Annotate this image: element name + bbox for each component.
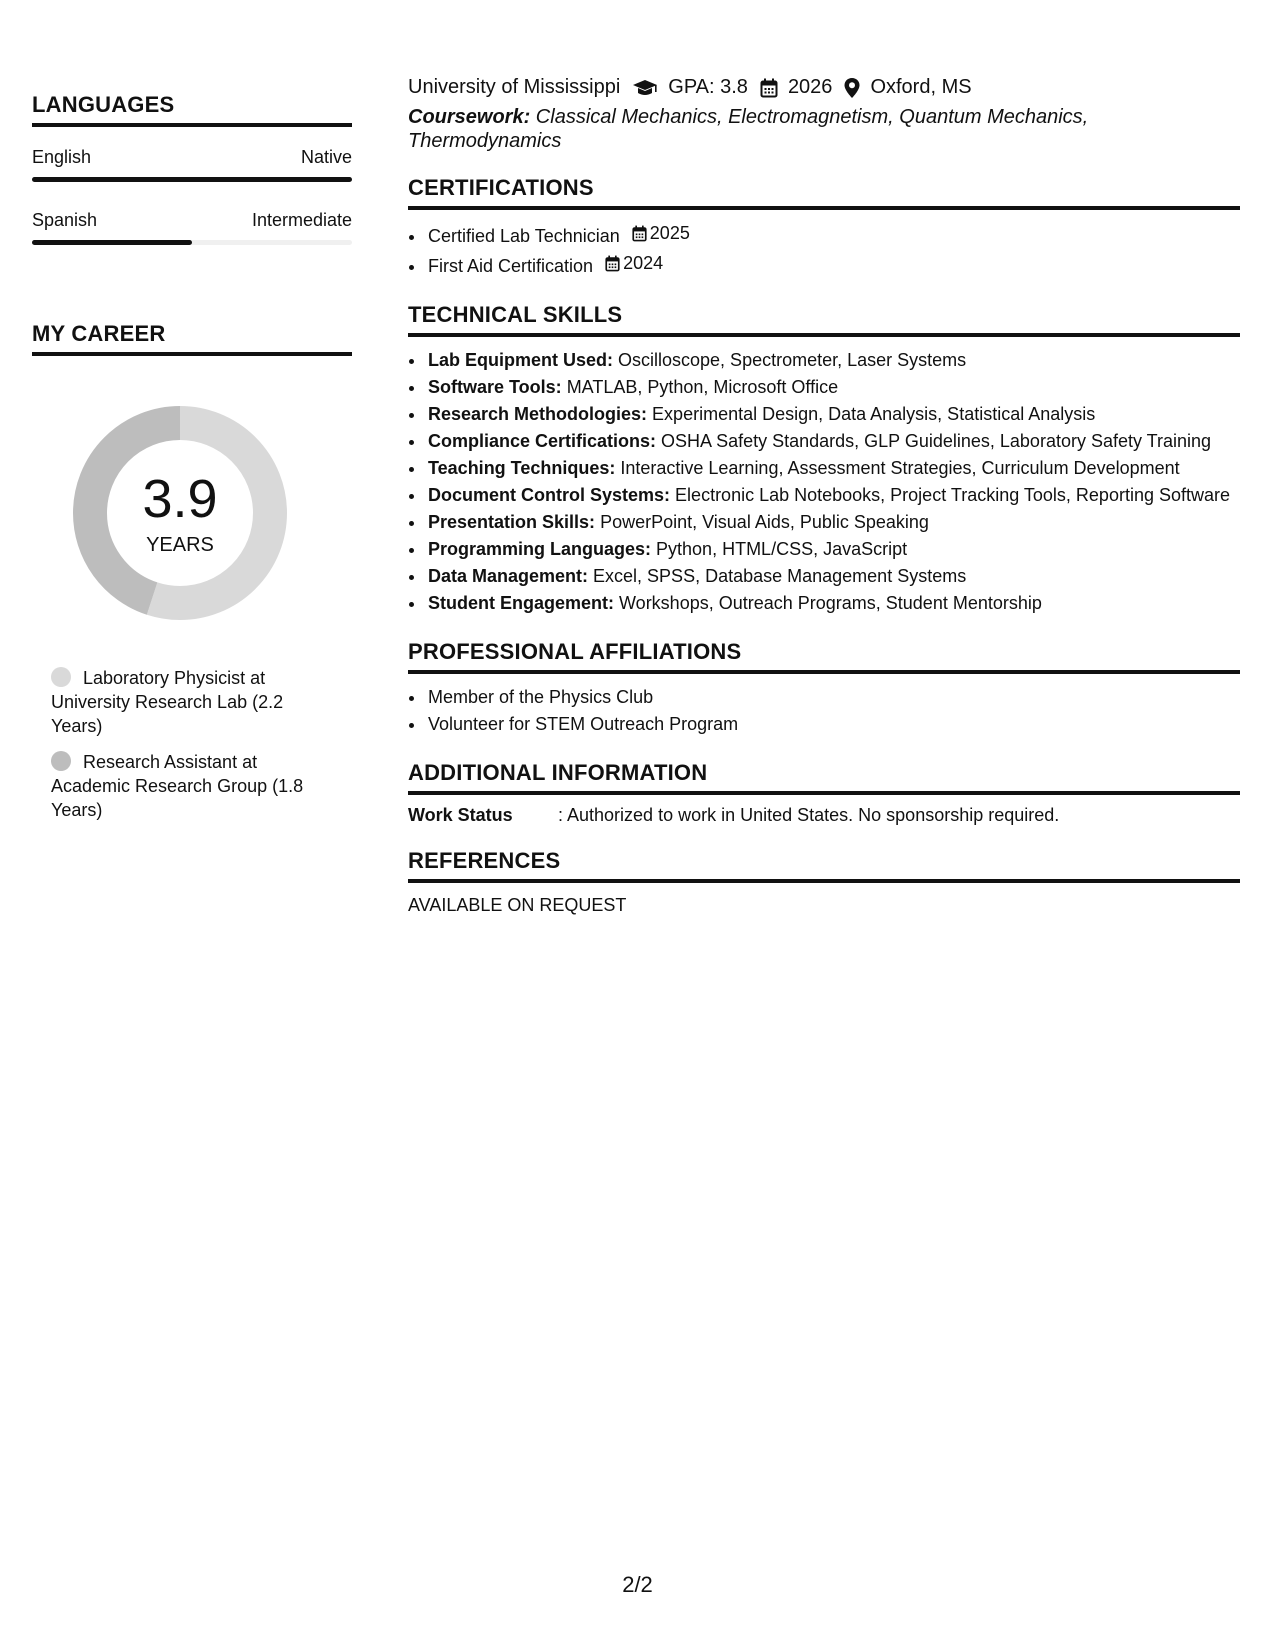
skill-value: Workshops, Outreach Programs, Student Mentorship (614, 593, 1042, 613)
career-donut (67, 400, 293, 626)
list-item (426, 374, 1240, 401)
career-heading: MY CAREER (32, 321, 352, 356)
skill-value: Interactive Learning, Assessment Strategies, Curriculum Development (615, 458, 1180, 478)
calendar-icon (605, 255, 620, 272)
legend-label: Research Assistant at Academic Research Group (1.8 Years) (51, 752, 304, 820)
list-item (426, 482, 1240, 509)
skills-list (408, 347, 1240, 617)
page-number: 2/2 (622, 1572, 653, 1597)
language-bar-fill (32, 177, 352, 182)
affiliations-heading: PROFESSIONAL AFFILIATIONS (408, 639, 1240, 674)
additional-section (408, 760, 1240, 826)
list-item (426, 509, 1240, 536)
graduation-year: 2026 (787, 76, 833, 98)
language-item (32, 147, 352, 182)
school-name: University of Mississippi (408, 76, 621, 98)
language-level: Intermediate (251, 210, 352, 230)
language-bar-fill (32, 240, 192, 245)
list-item (426, 563, 1240, 590)
skill-label: Student Engagement: (428, 593, 615, 613)
coursework-list: Classical Mechanics, Electromagnetism, Quantum Mechanics, Thermodynamics (408, 106, 1089, 152)
left-column (32, 92, 352, 834)
right-column (408, 76, 1240, 916)
skill-label: Document Control Systems: (428, 485, 671, 505)
additional-heading: ADDITIONAL INFORMATION (408, 760, 1240, 795)
certification-year: 2025 (649, 223, 690, 243)
map-pin-icon (844, 78, 860, 98)
skill-value: MATLAB, Python, Microsoft Office (561, 377, 839, 397)
list-item: • Volunteer for STEM Outreach Program (426, 711, 1240, 738)
school-location: Oxford, MS (870, 76, 972, 98)
calendar-icon (760, 78, 778, 98)
language-level: Native (300, 147, 352, 167)
list-item (426, 536, 1240, 563)
education-line (408, 76, 1240, 99)
certification-name: First Aid Certification (428, 256, 594, 276)
work-status-value: : Authorized to work in United States. No sponsorship required. (558, 805, 1060, 825)
certifications-list (408, 220, 1240, 280)
skill-value: Oscilloscope, Spectrometer, Laser Systems (613, 350, 967, 370)
calendar-icon (632, 225, 647, 242)
language-item (32, 210, 352, 245)
skill-value: Electronic Lab Notebooks, Project Tracking Tools, Reporting Software (670, 485, 1230, 505)
skill-value: OSHA Safety Standards, GLP Guidelines, Laboratory Safety Training (656, 431, 1212, 451)
skill-label: Data Management: (428, 566, 589, 586)
language-bar (32, 177, 352, 182)
certification-year: 2024 (623, 253, 664, 273)
work-status-row (408, 805, 1240, 826)
legend-item (51, 750, 321, 822)
coursework (408, 105, 1240, 153)
skill-value: PowerPoint, Visual Aids, Public Speaking (595, 512, 929, 532)
coursework-label: Coursework: (408, 106, 531, 128)
skill-label: Programming Languages: (428, 539, 652, 559)
skill-label: Presentation Skills: (428, 512, 596, 532)
language-bar (32, 240, 352, 245)
list-item (426, 401, 1240, 428)
skills-heading: TECHNICAL SKILLS (408, 302, 1240, 337)
gpa: GPA: 3.8 (668, 76, 748, 98)
affiliations-section (408, 639, 1240, 738)
legend-dot-icon (51, 751, 71, 771)
skill-value: Excel, SPSS, Database Management Systems (588, 566, 967, 586)
list-item (426, 347, 1240, 374)
career-legend (51, 666, 321, 822)
certifications-heading: CERTIFICATIONS (408, 175, 1240, 210)
references-section (408, 848, 1240, 916)
list-item (426, 428, 1240, 455)
references-text: AVAILABLE ON REQUEST (408, 895, 627, 915)
career-total: 3.9 (142, 469, 218, 529)
work-status-label: Work Status (408, 805, 513, 825)
language-name: Spanish (32, 210, 98, 230)
legend-label: Laboratory Physicist at University Research Lab (2.2 Years) (51, 668, 284, 736)
skill-value: Experimental Design, Data Analysis, Statistical Analysis (647, 404, 1096, 424)
affiliations-list (408, 684, 1240, 738)
skill-label: Research Methodologies: (428, 404, 648, 424)
skill-label: Compliance Certifications: (428, 431, 657, 451)
list-item (426, 590, 1240, 617)
skills-section (408, 302, 1240, 617)
legend-dot-icon (51, 667, 71, 687)
certifications-section (408, 175, 1240, 280)
list-item (426, 250, 1240, 280)
list-item (426, 455, 1240, 482)
skill-label: Software Tools: (428, 377, 562, 397)
languages-heading: LANGUAGES (32, 92, 352, 127)
skill-label: Teaching Techniques: (428, 458, 616, 478)
skill-value: Python, HTML/CSS, JavaScript (651, 539, 908, 559)
legend-item (51, 666, 321, 738)
career-unit: YEARS (146, 534, 214, 556)
references-heading: REFERENCES (408, 848, 1240, 883)
list-item: • Member of the Physics Club (426, 684, 1240, 711)
skill-label: Lab Equipment Used: (428, 350, 614, 370)
list-item (426, 220, 1240, 250)
language-name: English (32, 147, 92, 167)
certification-name: Certified Lab Technician (428, 226, 620, 246)
graduation-cap-icon (632, 78, 658, 98)
